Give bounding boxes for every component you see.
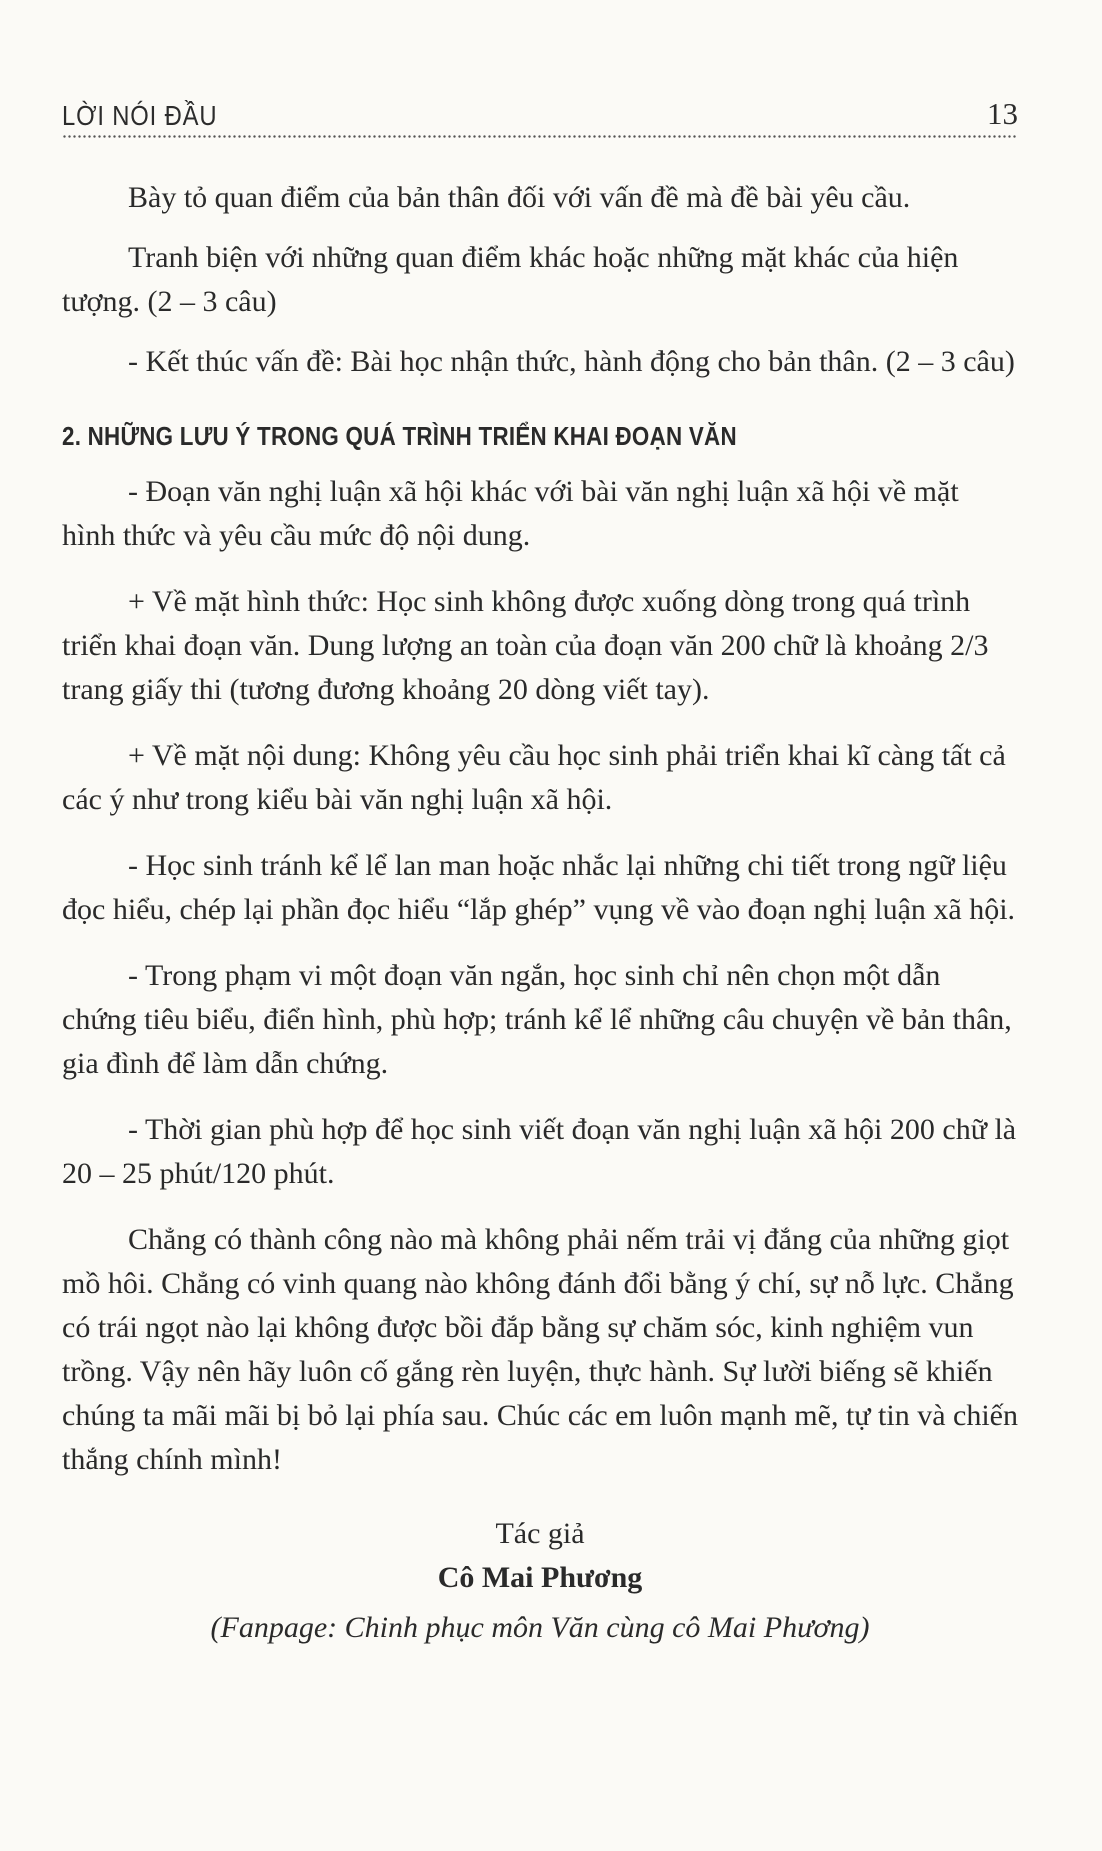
paragraph-closing: Chẳng có thành công nào mà không phải nếm trải vị đắng của những giọt mồ hôi. Chẳng có vinh quang nào không đánh đổi bằng ý chí, sự nỗ lực. Chẳng có trái ngọt nào lại không được bồi đắp bằng sự chăm sóc, kinh nghiệm vun trồng. Vậy nên hãy luôn cố gắng rèn luyện, thực hành. Sự lười biếng sẽ khiến chúng ta mãi mãi bị bỏ lại phía sau. Chúc các em luôn mạnh mẽ, tự tin và chiến thắng chính mình! bbox=[62, 1223, 1019, 1476]
paragraph-content: + Về mặt nội dung: Không yêu cầu học sinh phải triển khai kĩ càng tất cả các ý như trong kiểu bài văn nghị luận xã hội. bbox=[62, 739, 1006, 816]
section-title: LỜI NÓI ĐẦU bbox=[62, 100, 218, 131]
section-heading: 2. NHỮNG LƯU Ý TRONG QUÁ TRÌNH TRIỂN KHAI ĐOẠN VĂN bbox=[62, 421, 737, 451]
paragraph-time: - Thời gian phù hợp để học sinh viết đoạn văn nghị luận xã hội 200 chữ là 20 – 25 phút/120 phút. bbox=[62, 1113, 1017, 1190]
author-fanpage: (Fanpage: Chinh phục môn Văn cùng cô Mai Phương) bbox=[210, 1611, 870, 1644]
author-name: Cô Mai Phương bbox=[437, 1561, 643, 1594]
paragraph-debate: Tranh biện với những quan điểm khác hoặc những mặt khác của hiện tượng. (2 – 3 câu) bbox=[62, 241, 959, 318]
header-divider bbox=[62, 134, 1018, 139]
author-label: Tác giả bbox=[495, 1517, 585, 1550]
paragraph-difference: - Đoạn văn nghị luận xã hội khác với bài văn nghị luận xã hội về mặt hình thức và yêu cầu mức độ nội dung. bbox=[62, 475, 959, 552]
paragraph-opinion: Bày tỏ quan điểm của bản thân đối với vấn đề mà đề bài yêu cầu. bbox=[128, 181, 911, 214]
page-number: 13 bbox=[987, 96, 1018, 131]
paragraph-evidence: - Trong phạm vi một đoạn văn ngắn, học sinh chỉ nên chọn một dẫn chứng tiêu biểu, điển hình, phù hợp; tránh kể lể những câu chuyện về bản thân, gia đình để làm dẫn chứng. bbox=[62, 959, 1012, 1080]
paragraph-form: + Về mặt hình thức: Học sinh không được xuống dòng trong quá trình triển khai đoạn văn. Dung lượng an toàn của đoạn văn 200 chữ là khoảng 2/3 trang giấy thi (tương đương khoảng 20 dòng viết tay). bbox=[62, 585, 989, 706]
page-header bbox=[62, 88, 1018, 132]
page-body bbox=[62, 176, 1018, 1650]
paragraph-avoid-rambling: - Học sinh tránh kể lể lan man hoặc nhắc lại những chi tiết trong ngữ liệu đọc hiểu, chép lại phần đọc hiểu “lắp ghép” vụng về vào đoạn nghị luận xã hội. bbox=[62, 849, 1016, 926]
paragraph-conclusion: - Kết thúc vấn đề: Bài học nhận thức, hành động cho bản thân. (2 – 3 câu) bbox=[128, 345, 1015, 378]
